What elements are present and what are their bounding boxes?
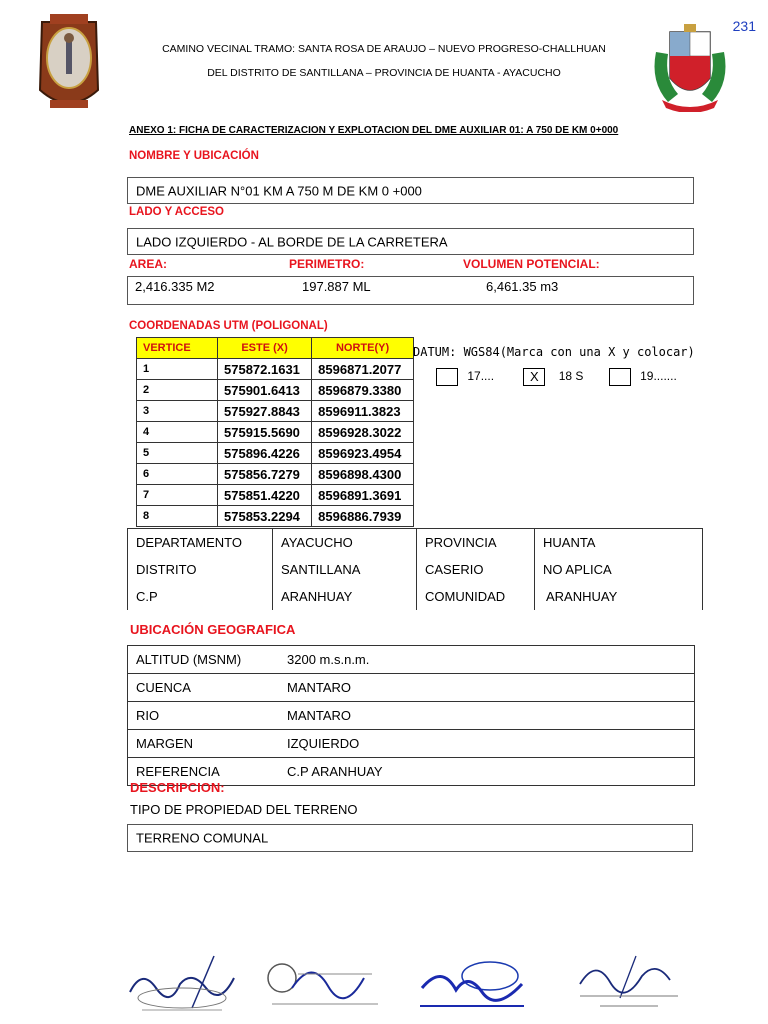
table-row	[128, 583, 703, 610]
location-label: PROVINCIA	[417, 529, 535, 557]
datum-18-label: 18 S	[558, 369, 584, 384]
location-value: ARANHUAY	[273, 583, 417, 610]
vertice-cell: 6	[137, 464, 218, 485]
header-line-1: CAMINO VECINAL TRAMO: SANTA ROSA DE ARAUJO – NUEVO PROGRESO-CHALLHUAN	[162, 43, 606, 55]
location-value: SANTILLANA	[273, 556, 417, 583]
page-number: 231	[732, 18, 756, 34]
coords-header-vertice: VERTICE	[137, 338, 218, 359]
location-value: ARANHUAY	[535, 583, 703, 610]
volumen-label: VOLUMEN POTENCIAL:	[463, 257, 600, 271]
datum-text: DATUM: WGS84(Marca con una X y colocar)	[413, 345, 695, 359]
norte-cell: 8596911.3823	[312, 401, 414, 422]
geo-value: MANTARO	[279, 674, 695, 702]
location-label: DEPARTAMENTO	[128, 529, 273, 557]
este-cell: 575856.7279	[218, 464, 312, 485]
datum-options	[436, 368, 677, 386]
norte-cell: 8596871.2077	[312, 359, 414, 380]
table-row	[137, 401, 414, 422]
geo-value: C.P ARANHUAY	[279, 758, 695, 786]
descripcion-box	[127, 824, 693, 852]
location-value: AYACUCHO	[273, 529, 417, 557]
datum-18-checkbox[interactable]: X	[523, 368, 545, 386]
signature-stamp-2	[262, 948, 392, 1018]
table-row	[128, 730, 695, 758]
municipal-seal-logo	[36, 12, 102, 112]
datum-19-label: 19.......	[640, 369, 677, 384]
norte-cell: 8596879.3380	[312, 380, 414, 401]
location-value: NO APLICA	[535, 556, 703, 583]
location-table	[127, 528, 703, 610]
signature-stamp-4	[566, 948, 696, 1018]
coords-table	[136, 337, 414, 527]
table-row	[128, 556, 703, 583]
descripcion-value: TERRENO COMUNAL	[136, 830, 269, 846]
norte-cell: 8596928.3022	[312, 422, 414, 443]
geo-label: UBICACIÓN GEOGRAFICA	[130, 622, 296, 637]
vertice-cell: 1	[137, 359, 218, 380]
geo-key: CUENCA	[128, 674, 280, 702]
perimetro-label: PERIMETRO:	[289, 257, 365, 271]
table-row	[128, 646, 695, 674]
geo-table	[127, 645, 695, 786]
volumen-value: 6,461.35 m3	[486, 279, 559, 294]
datum-19-checkbox[interactable]	[609, 368, 631, 386]
vertice-cell: 7	[137, 485, 218, 506]
datum-17-checkbox[interactable]	[436, 368, 458, 386]
location-label: CASERIO	[417, 556, 535, 583]
table-row	[137, 506, 414, 527]
este-cell: 575872.1631	[218, 359, 312, 380]
area-value: 2,416.335 M2	[135, 279, 215, 294]
nombre-label: NOMBRE Y UBICACIÓN	[129, 150, 259, 162]
este-cell: 575901.6413	[218, 380, 312, 401]
norte-cell: 8596891.3691	[312, 485, 414, 506]
geo-value: 3200 m.s.n.m.	[279, 646, 695, 674]
geo-key: REFERENCIA	[128, 758, 280, 786]
signature-stamp-3	[412, 948, 542, 1018]
table-row	[137, 464, 414, 485]
table-row	[137, 359, 414, 380]
este-cell: 575851.4220	[218, 485, 312, 506]
vertice-cell: 2	[137, 380, 218, 401]
location-label: COMUNIDAD	[417, 583, 535, 610]
norte-cell: 8596923.4954	[312, 443, 414, 464]
lado-box	[127, 228, 694, 255]
este-cell: 575927.8843	[218, 401, 312, 422]
coords-header-este: ESTE (X)	[218, 338, 312, 359]
table-row	[128, 702, 695, 730]
table-row	[137, 422, 414, 443]
header-line-2: DEL DISTRITO DE SANTILLANA – PROVINCIA DE HUANTA - AYACUCHO	[207, 67, 561, 79]
vertice-cell: 8	[137, 506, 218, 527]
perimetro-value: 197.887 ML	[302, 279, 371, 294]
geo-key: ALTITUD (MSNM)	[128, 646, 280, 674]
geo-key: RIO	[128, 702, 280, 730]
table-row	[137, 380, 414, 401]
coords-label: COORDENADAS UTM (POLIGONAL)	[129, 320, 328, 332]
location-label: DISTRITO	[128, 556, 273, 583]
vertice-cell: 4	[137, 422, 218, 443]
vertice-cell: 5	[137, 443, 218, 464]
vertice-cell: 3	[137, 401, 218, 422]
datum-17-label: 17....	[467, 369, 495, 384]
este-cell: 575853.2294	[218, 506, 312, 527]
geo-key: MARGEN	[128, 730, 280, 758]
signature-stamp-1	[122, 948, 252, 1018]
coords-header-norte: NORTE(Y)	[312, 338, 414, 359]
table-row	[128, 529, 703, 557]
norte-cell: 8596898.4300	[312, 464, 414, 485]
table-row	[137, 443, 414, 464]
este-cell: 575896.4226	[218, 443, 312, 464]
descripcion-label: DESCRIPCION:	[130, 780, 225, 795]
location-label: C.P	[128, 583, 273, 610]
norte-cell: 8596886.7939	[312, 506, 414, 527]
lado-value: LADO IZQUIERDO - AL BORDE DE LA CARRETERA	[136, 234, 448, 249]
table-row	[137, 485, 414, 506]
nombre-box	[127, 177, 694, 204]
annex-title: ANEXO 1: FICHA DE CARACTERIZACION Y EXPLOTACION DEL DME AUXILIAR 01: A 750 DE KM 0+000	[129, 125, 619, 136]
lado-label: LADO Y ACCESO	[129, 206, 224, 218]
table-row	[128, 674, 695, 702]
este-cell: 575915.5690	[218, 422, 312, 443]
measures-box	[127, 276, 694, 305]
descripcion-subtitle: TIPO DE PROPIEDAD DEL TERRENO	[130, 802, 358, 817]
geo-value: IZQUIERDO	[279, 730, 695, 758]
nombre-value: DME AUXILIAR N°01 KM A 750 M DE KM 0 +000	[136, 183, 422, 198]
geo-value: MANTARO	[279, 702, 695, 730]
area-label: AREA:	[129, 257, 167, 271]
location-value: HUANTA	[535, 529, 703, 557]
coords-header-row	[137, 338, 414, 359]
